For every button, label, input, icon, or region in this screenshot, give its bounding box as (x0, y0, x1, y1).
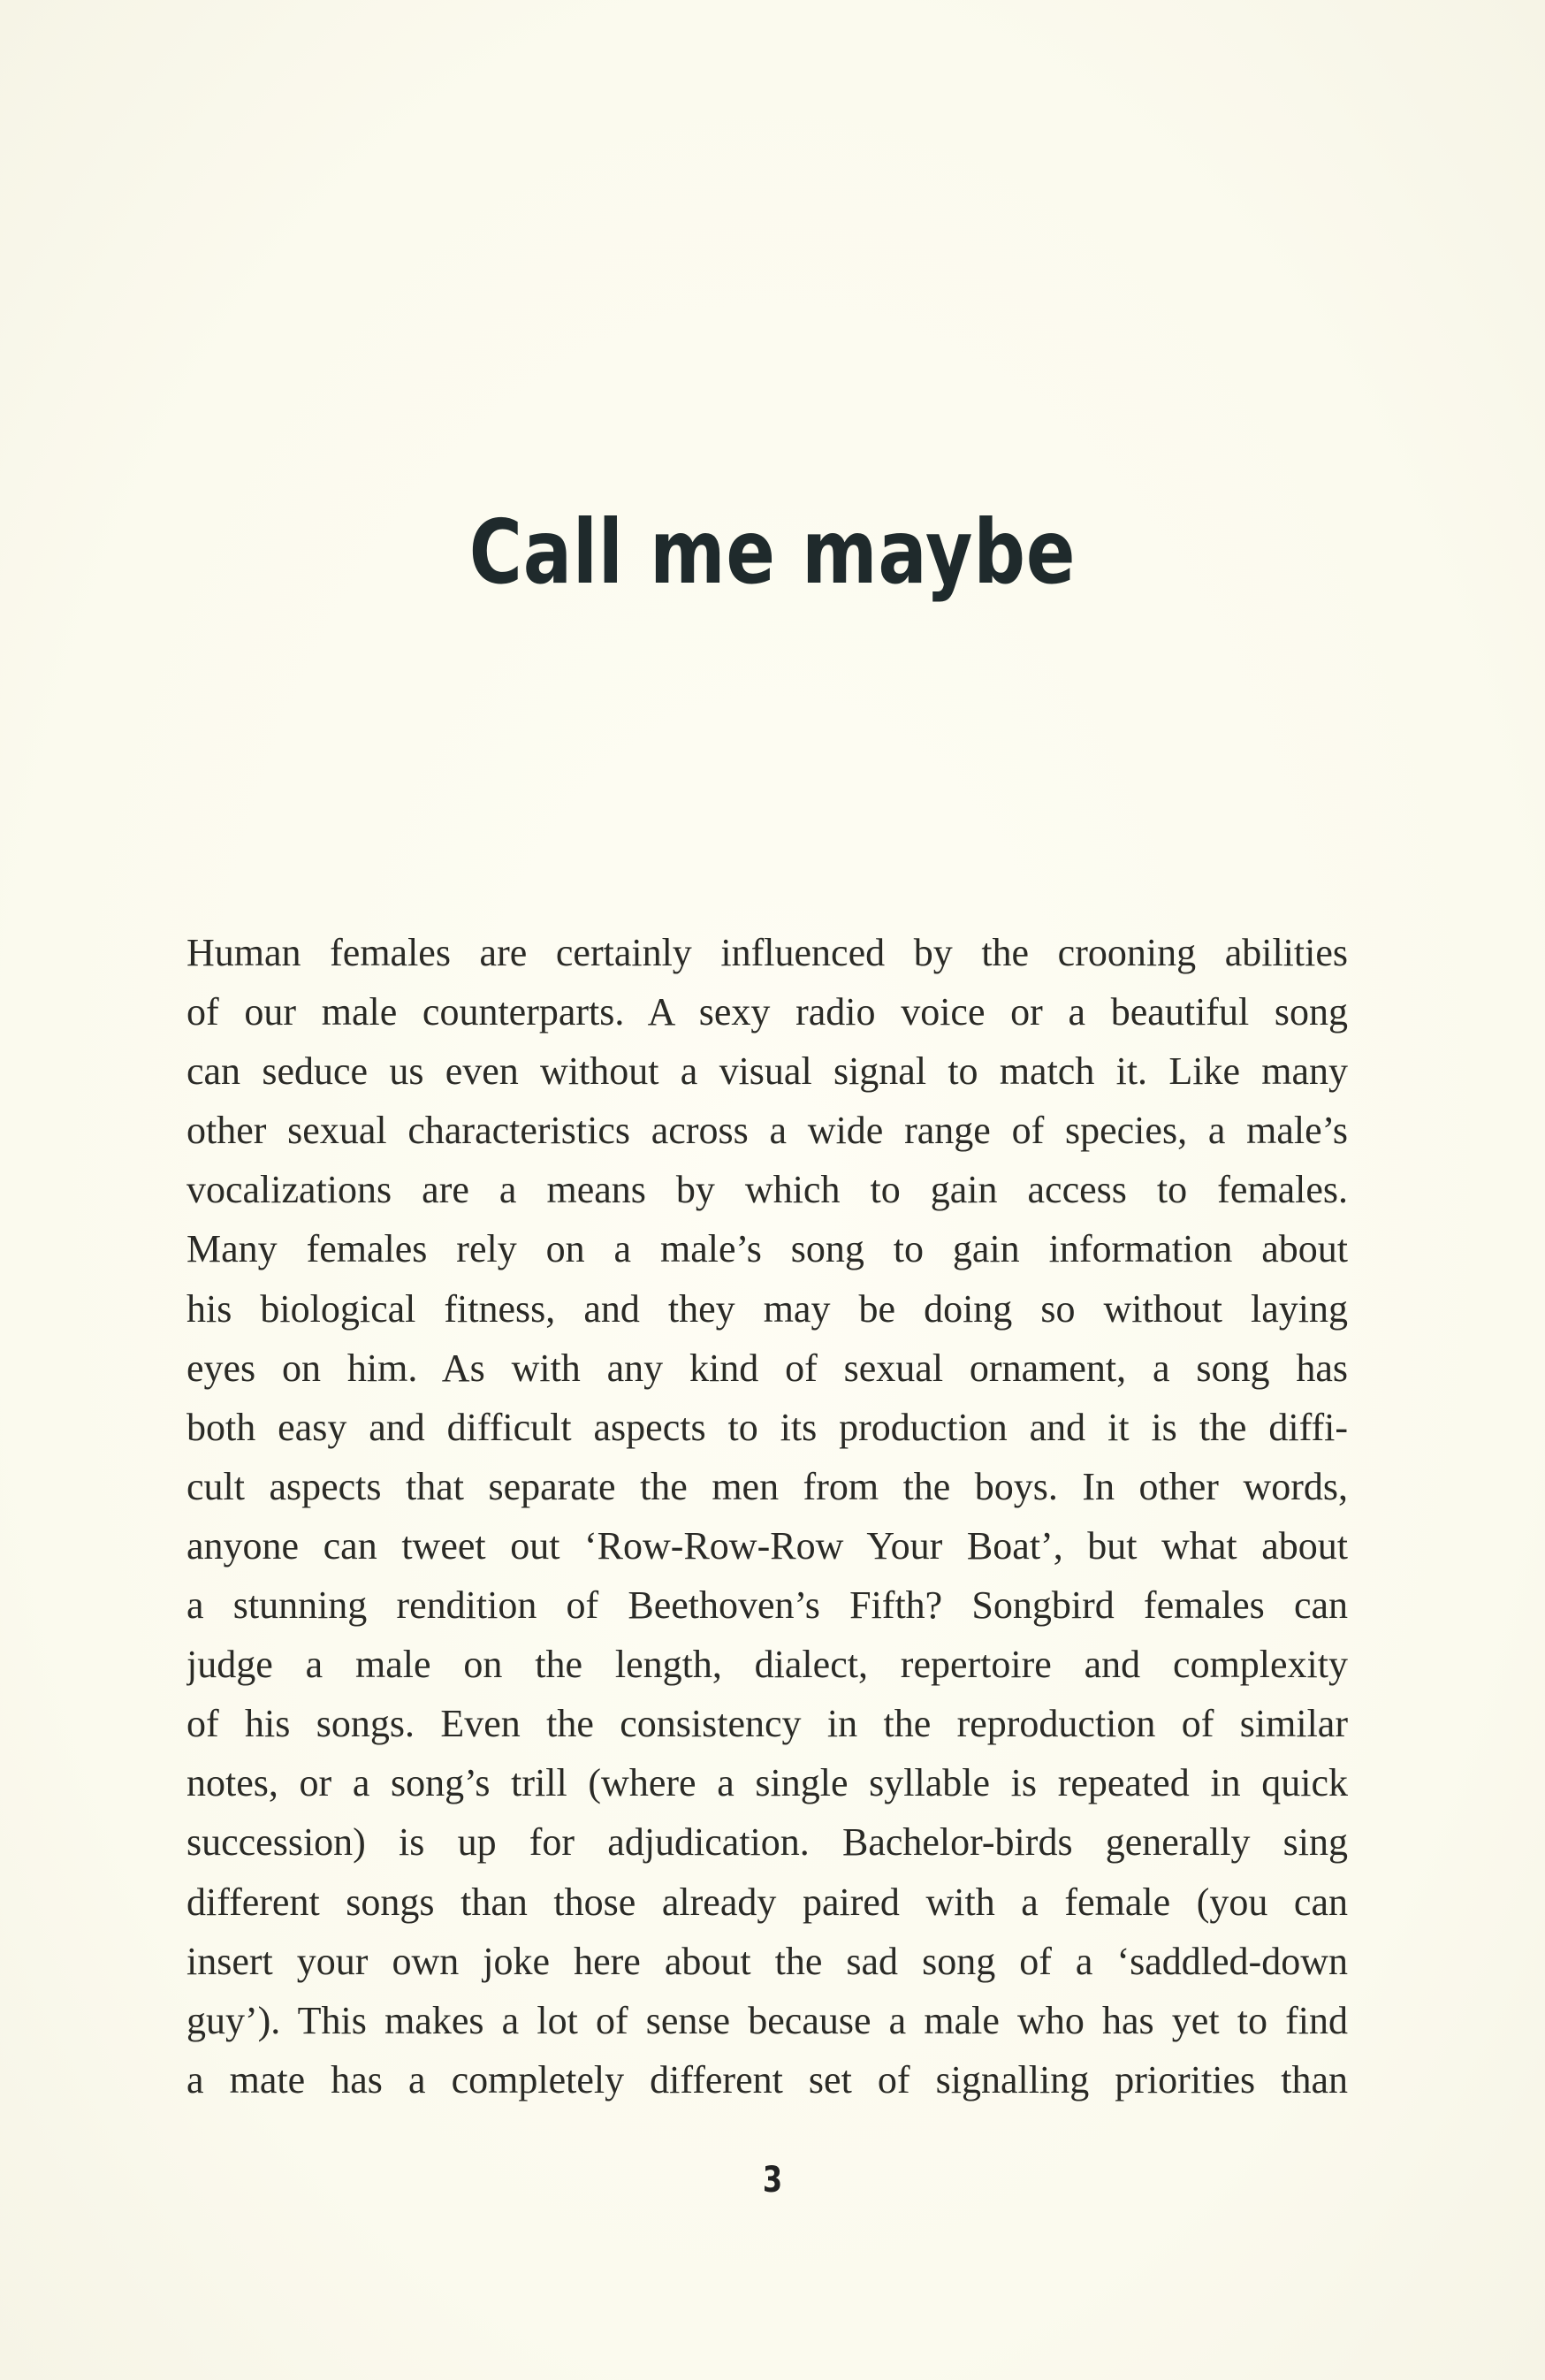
text-line: a mate has a completely different set of signalling priorities than (186, 2057, 1348, 2102)
text-line: his biological fitness, and they may be doing so without laying (186, 1286, 1348, 1331)
text-line: Many females rely on a male’s song to gain information about (186, 1227, 1348, 1271)
text-line: insert your own joke here about the sad song of a ‘saddled-down (186, 1939, 1348, 1983)
text-line: Human females are certainly influenced by the crooning abilities (186, 931, 1348, 974)
text-line: of our male counterparts. A sexy radio voice or a beautiful song (186, 990, 1348, 1034)
text-line: judge a male on the length, dialect, repertoire and complexity (186, 1643, 1348, 1687)
text-line: can seduce us even without a visual signal to match it. Like many (186, 1049, 1348, 1094)
text-line: guy’). This makes a lot of sense because a male who has yet to find (186, 1998, 1348, 2042)
text-line: eyes on him. As with any kind of sexual ornament, a song has (186, 1346, 1348, 1390)
text-line: a stunning rendition of Beethoven’s Fifth? Songbird females can (186, 1583, 1348, 1628)
text-line: vocalizations are a means by which to gain access to females. (186, 1168, 1348, 1212)
chapter-title: Call me maybe (468, 500, 1077, 604)
page-number: 3 (762, 2160, 783, 2201)
body-paragraph (186, 923, 1348, 2109)
text-line: different songs than those already paired with a female (you can (186, 1880, 1348, 1924)
text-line: succession) is up for adjudication. Bachelor-birds generally sing (186, 1820, 1348, 1865)
text-line: other sexual characteristics across a wide range of species, a male’s (186, 1109, 1348, 1153)
text-line: notes, or a song’s trill (where a single syllable is repeated in quick (186, 1761, 1348, 1805)
text-line: of his songs. Even the consistency in the reproduction of similar (186, 1702, 1348, 1746)
text-line: cult aspects that separate the men from the boys. In other words, (186, 1464, 1348, 1508)
text-line: both easy and difficult aspects to its production and it is the diffi- (186, 1405, 1348, 1449)
text-line: anyone can tweet out ‘Row-Row-Row Your Boat’, but what about (186, 1523, 1348, 1568)
